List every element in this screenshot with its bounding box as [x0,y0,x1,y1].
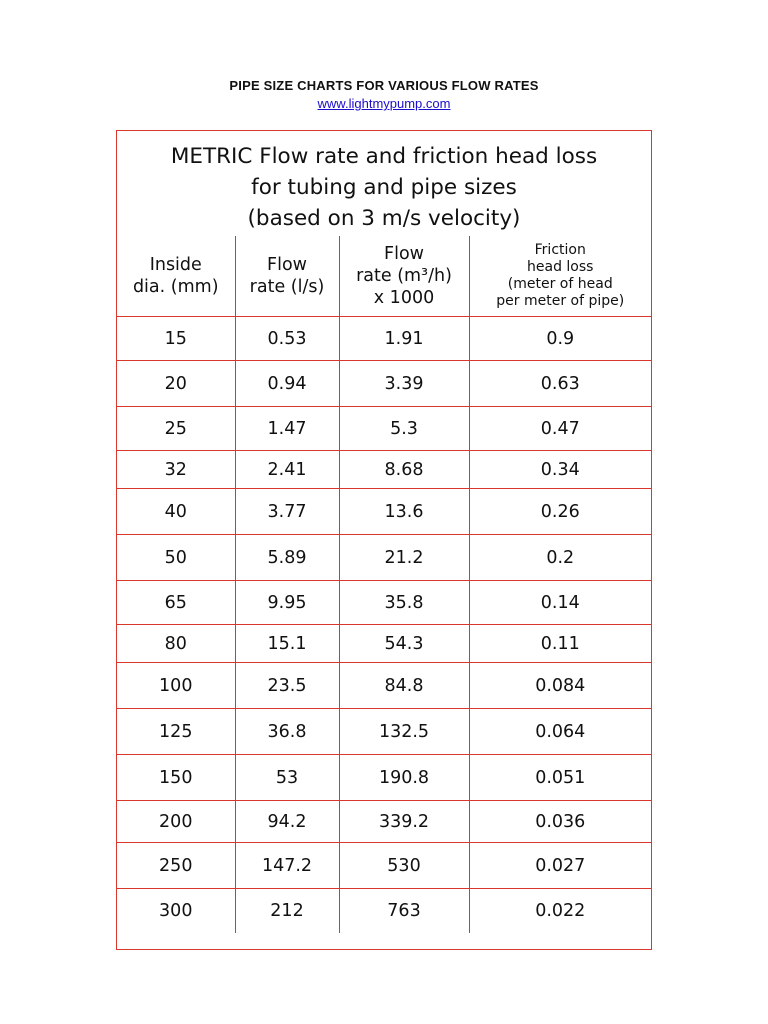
table-row [117,581,651,625]
table-cell: 54.3 [339,625,469,663]
table-cell: 339.2 [339,801,469,843]
header-text: rate (l/s) [249,277,325,297]
table-row [117,317,651,361]
table-row [117,625,651,663]
header-text: head loss [527,259,594,275]
table-row [117,451,651,489]
table-row [117,801,651,843]
table-heading [117,141,651,234]
table-cell: 3.39 [339,361,469,407]
table-cell: 200 [117,801,235,843]
table-body [117,317,651,933]
header-text: x 1000 [373,288,435,308]
table-cell: 0.2 [469,535,651,581]
table-row [117,535,651,581]
table-cell: 0.036 [469,801,651,843]
header-text: dia. (mm) [132,277,219,297]
table-heading-line-1: METRIC Flow rate and friction head loss [170,144,598,169]
table-cell: 0.9 [469,317,651,361]
table-heading-line-2: for tubing and pipe sizes [251,175,517,200]
table-row [117,663,651,709]
table-row [117,361,651,407]
table-cell: 0.94 [235,361,339,407]
table-cell: 100 [117,663,235,709]
table-cell: 5.3 [339,407,469,451]
header-text: Friction [534,242,586,258]
table-row [117,489,651,535]
table-cell: 20 [117,361,235,407]
table-cell: 125 [117,709,235,755]
table-cell: 0.63 [469,361,651,407]
table-cell: 9.95 [235,581,339,625]
table-row [117,889,651,933]
table-cell: 50 [117,535,235,581]
header-text: Flow [384,244,424,264]
pipe-size-table [117,236,651,933]
table-cell: 763 [339,889,469,933]
table-cell: 40 [117,489,235,535]
table-cell: 0.26 [469,489,651,535]
table-cell: 1.47 [235,407,339,451]
table-row [117,843,651,889]
table-cell: 94.2 [235,801,339,843]
table-cell: 0.027 [469,843,651,889]
table-cell: 13.6 [339,489,469,535]
header-text: (meter of head [507,276,613,292]
header-flow-rate-m3h [339,236,469,317]
table-cell: 0.11 [469,625,651,663]
table-cell: 250 [117,843,235,889]
table-cell: 80 [117,625,235,663]
table-row [117,755,651,801]
pipe-size-table-frame [116,130,652,950]
table-cell: 0.14 [469,581,651,625]
table-cell: 190.8 [339,755,469,801]
table-cell: 53 [235,755,339,801]
header-inside-diameter [117,236,235,317]
header-text: rate (m³/h) [356,266,452,286]
table-cell: 25 [117,407,235,451]
table-heading-line-3: (based on 3 m/s velocity) [247,206,521,231]
header-text: per meter of pipe) [496,293,625,309]
table-cell: 21.2 [339,535,469,581]
table-cell: 150 [117,755,235,801]
table-cell: 147.2 [235,843,339,889]
table-cell: 32 [117,451,235,489]
table-cell: 36.8 [235,709,339,755]
table-cell: 1.91 [339,317,469,361]
table-cell: 0.064 [469,709,651,755]
table-cell: 0.051 [469,755,651,801]
table-cell: 3.77 [235,489,339,535]
table-cell: 8.68 [339,451,469,489]
table-cell: 5.89 [235,535,339,581]
header-friction-head-loss [469,236,651,317]
table-cell: 212 [235,889,339,933]
website-link[interactable]: www.lightmypump.com [317,96,451,111]
table-cell: 530 [339,843,469,889]
header-text: Inside [149,255,202,275]
table-cell: 23.5 [235,663,339,709]
table-cell: 0.022 [469,889,651,933]
table-header-row [117,236,651,317]
table-cell: 0.34 [469,451,651,489]
table-cell: 0.084 [469,663,651,709]
table-cell: 84.8 [339,663,469,709]
table-cell: 300 [159,900,193,921]
header-flow-rate-ls [235,236,339,317]
header-text: Flow [267,255,307,275]
page-title: PIPE SIZE CHARTS FOR VARIOUS FLOW RATES [229,78,539,93]
table-cell: 35.8 [339,581,469,625]
table-row [117,709,651,755]
table-cell: 0.47 [469,407,651,451]
table-cell: 65 [117,581,235,625]
table-cell: 0.53 [235,317,339,361]
table-row [117,407,651,451]
table-cell: 2.41 [235,451,339,489]
table-cell: 132.5 [339,709,469,755]
table-cell: 15 [117,317,235,361]
table-cell: 15.1 [235,625,339,663]
